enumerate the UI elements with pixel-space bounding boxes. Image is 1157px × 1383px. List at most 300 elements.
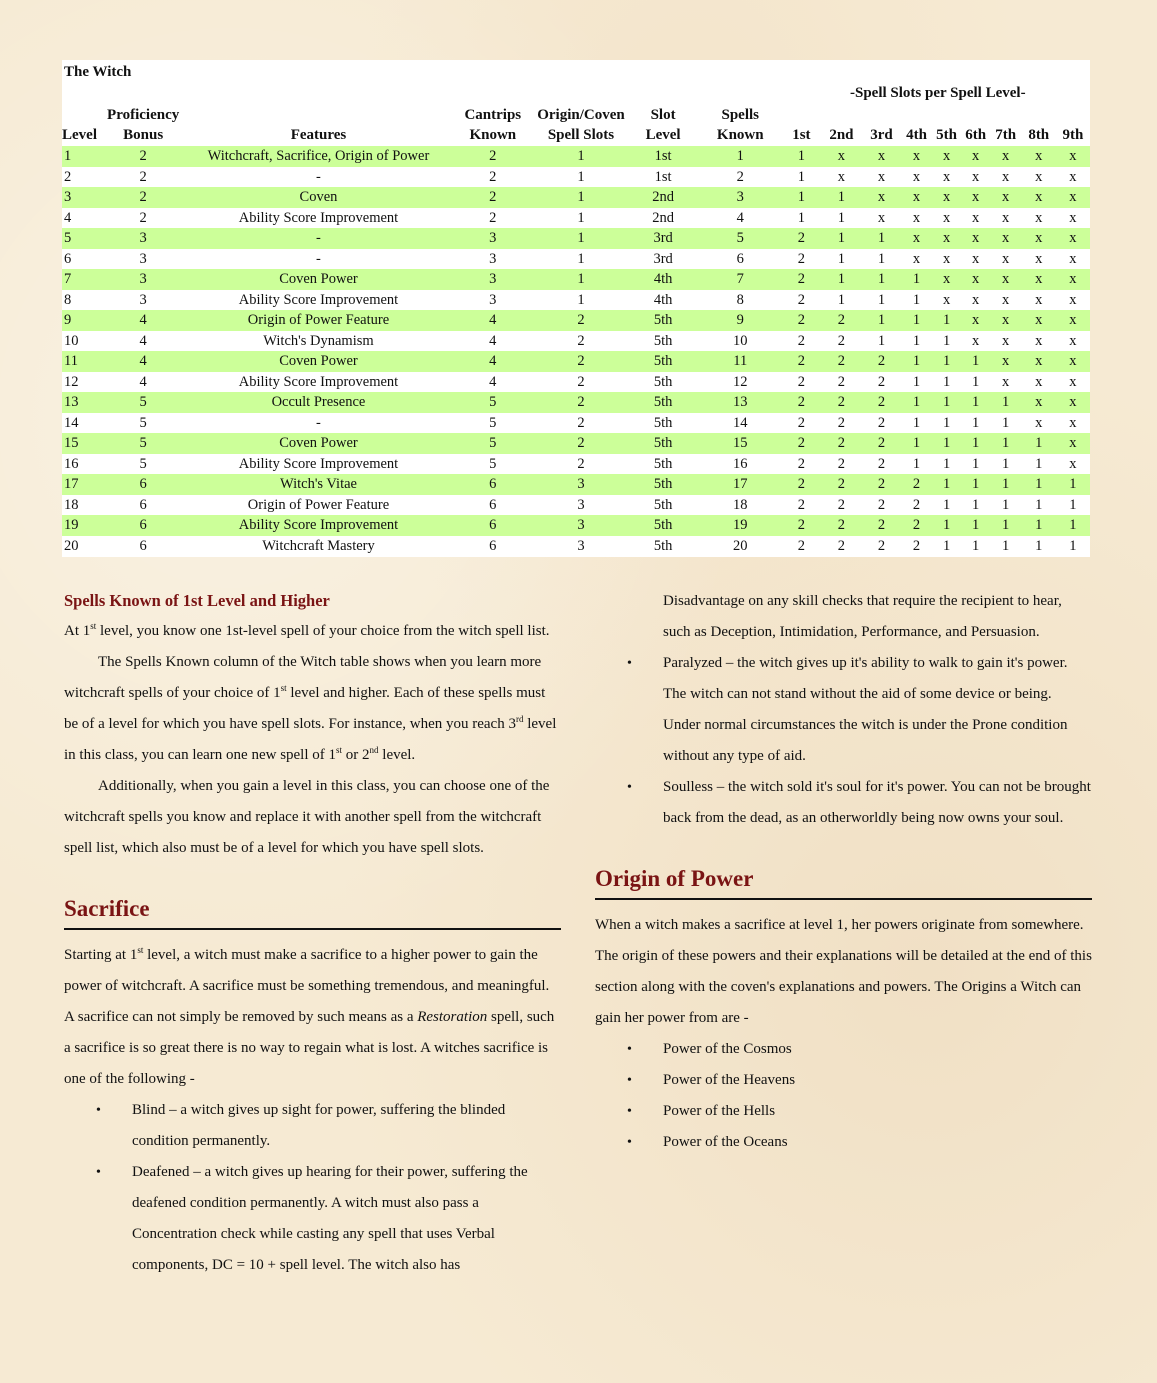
table-cell: 2 bbox=[100, 146, 186, 167]
table-cell: 4 bbox=[100, 310, 186, 331]
table-cell: x bbox=[942, 291, 951, 308]
table-cell: 1 bbox=[1022, 474, 1056, 495]
table-row bbox=[62, 249, 1090, 270]
table-cell: 2 bbox=[577, 455, 585, 472]
table-cell: 14 bbox=[64, 414, 79, 431]
table-cell: 2 bbox=[139, 209, 147, 226]
bullet-icon: • bbox=[627, 1073, 632, 1088]
table-cell: x bbox=[1022, 310, 1056, 331]
table-cell: 1 bbox=[1069, 537, 1077, 554]
table-cell: 1 bbox=[912, 414, 921, 431]
spell-slots-header: -Spell Slots per Spell Level- bbox=[850, 85, 1026, 101]
table-cell: x bbox=[877, 209, 886, 226]
table-cell: 18 bbox=[733, 496, 748, 513]
table-cell: 20 bbox=[64, 537, 79, 554]
table-row bbox=[62, 228, 1090, 249]
feature-cell: Witch's Vitae bbox=[186, 474, 451, 495]
table-cell: 1 bbox=[577, 291, 585, 308]
table-cell: 1 bbox=[902, 310, 932, 331]
feature-cell: Ability Score Improvement bbox=[238, 209, 399, 226]
table-cell: x bbox=[861, 187, 901, 208]
table-cell: 1 bbox=[962, 515, 990, 536]
header-4th: 4th bbox=[906, 127, 927, 143]
table-cell: x bbox=[1022, 392, 1056, 413]
table-cell: x bbox=[1002, 168, 1010, 185]
table-cell: x bbox=[990, 146, 1022, 167]
table-row bbox=[62, 351, 1090, 372]
origin-of-power-heading: Origin of Power bbox=[595, 866, 754, 891]
origin-list-item: • Power of the Hells bbox=[595, 1096, 1092, 1127]
table-cell: 1 bbox=[877, 332, 886, 349]
table-cell: x bbox=[990, 269, 1022, 290]
table-cell: 1 bbox=[972, 455, 980, 472]
table-cell: x bbox=[942, 250, 951, 267]
feature-cell: Witchcraft, Sacrifice, Origin of Power bbox=[186, 146, 451, 167]
table-cell: 1 bbox=[877, 250, 886, 267]
table-cell: x bbox=[902, 187, 932, 208]
table-cell: 1 bbox=[1035, 455, 1043, 472]
table-row bbox=[62, 146, 1090, 167]
table-cell: x bbox=[902, 146, 932, 167]
table-cell: x bbox=[1022, 146, 1056, 167]
feature-cell: Origin of Power Feature bbox=[247, 496, 390, 513]
table-cell: 12 bbox=[733, 373, 748, 390]
witch-class-table-panel bbox=[62, 60, 1090, 557]
table-cell: x bbox=[962, 310, 990, 331]
table-cell: 5 bbox=[139, 414, 147, 431]
table-cell: 3 bbox=[699, 187, 781, 208]
table-cell: x bbox=[1069, 373, 1077, 390]
table-cell: x bbox=[1035, 373, 1043, 390]
table-cell: 13 bbox=[699, 392, 781, 413]
table-cell: 1 bbox=[942, 496, 951, 513]
table-cell: x bbox=[932, 146, 962, 167]
table-cell: x bbox=[990, 351, 1022, 372]
table-cell: x bbox=[962, 146, 990, 167]
bullet-icon: • bbox=[96, 1165, 101, 1180]
table-cell: 5th bbox=[653, 496, 673, 513]
table-cell: 2 bbox=[877, 537, 886, 554]
table-cell: x bbox=[932, 187, 962, 208]
table-cell: 3rd bbox=[627, 228, 699, 249]
table-row bbox=[62, 413, 1090, 434]
table-cell: 2 bbox=[139, 168, 147, 185]
deafened-continuation: Disadvantage on any skill checks that require the recipient to hear, such as Deception, Intimidation, Performance, and Persuasion. bbox=[663, 593, 1062, 640]
table-cell: 3 bbox=[489, 250, 497, 267]
table-cell: 1 bbox=[1002, 496, 1010, 513]
table-cell: 2 bbox=[861, 515, 901, 536]
table-cell: 4 bbox=[100, 351, 186, 372]
table-cell: 1 bbox=[972, 414, 980, 431]
table-cell: 5th bbox=[627, 392, 699, 413]
header-spells: Spells bbox=[721, 107, 759, 123]
table-cell: 2 bbox=[837, 373, 846, 390]
table-cell: x bbox=[942, 209, 951, 226]
table-cell: 2 bbox=[902, 515, 932, 536]
table-cell: 18 bbox=[64, 496, 79, 513]
table-cell: 2 bbox=[451, 146, 535, 167]
table-cell: 5th bbox=[653, 537, 673, 554]
table-row bbox=[62, 536, 1090, 557]
table-cell: x bbox=[962, 269, 990, 290]
table-cell: 12 bbox=[64, 373, 79, 390]
table-cell: 2 bbox=[781, 228, 821, 249]
table-cell: 2nd bbox=[627, 187, 699, 208]
table-cell: x bbox=[942, 168, 951, 185]
table-header-row-top bbox=[62, 105, 1090, 125]
bullet-icon: • bbox=[627, 1042, 632, 1057]
spells-known-heading: Spells Known of 1st Level and Higher bbox=[64, 591, 330, 610]
table-cell: 15 bbox=[62, 433, 100, 454]
table-cell: 1 bbox=[912, 291, 921, 308]
table-cell: x bbox=[1069, 250, 1077, 267]
table-cell: 3 bbox=[535, 474, 627, 495]
header-9th: 9th bbox=[1062, 127, 1084, 143]
table-cell: 1 bbox=[902, 433, 932, 454]
table-cell: 2 bbox=[877, 414, 886, 431]
table-cell: 1 bbox=[942, 332, 951, 349]
table-cell: 9 bbox=[62, 310, 100, 331]
table-cell: 5 bbox=[451, 433, 535, 454]
table-cell: 1 bbox=[972, 373, 980, 390]
table-cell: 4 bbox=[64, 209, 72, 226]
header-6th: 6th bbox=[965, 127, 987, 143]
header-slot-level: Level bbox=[645, 127, 681, 143]
table-cell: x bbox=[1035, 291, 1043, 308]
bullet-icon: • bbox=[627, 1135, 632, 1150]
table-cell: 4th bbox=[653, 291, 673, 308]
feature-cell: Ability Score Improvement bbox=[238, 373, 399, 390]
table-cell: x bbox=[912, 250, 921, 267]
feature-cell: Coven bbox=[186, 187, 451, 208]
table-cell: 2 bbox=[877, 373, 886, 390]
header-8th: 8th bbox=[1028, 127, 1050, 143]
table-cell: 2 bbox=[797, 496, 805, 513]
table-cell: 5th bbox=[627, 310, 699, 331]
sacrifice-paragraph: Starting at 1st level, a witch must make a sacrifice to a higher power to gain the power of witchcraft. A sacrifice must be something tremendous, and meaningful. A sacrifice can not simply be removed by such means as a Restoration spell, such a sacrifice is so great there is no way to regain what is lost. A witches sacrifice is one of the following - bbox=[64, 945, 555, 1087]
table-cell: 17 bbox=[62, 474, 100, 495]
table-cell: 1 bbox=[932, 310, 962, 331]
table-cell: 2 bbox=[489, 209, 497, 226]
table-cell: 2 bbox=[821, 310, 861, 331]
feature-cell: Witch's Dynamism bbox=[263, 332, 374, 349]
table-cell: 5th bbox=[627, 351, 699, 372]
table-cell: 1 bbox=[577, 250, 585, 267]
table-cell: 5th bbox=[653, 373, 673, 390]
table-cell: 1 bbox=[990, 392, 1022, 413]
table-cell: x bbox=[1035, 414, 1043, 431]
table-cell: 11 bbox=[62, 351, 100, 372]
feature-cell: Witchcraft Mastery bbox=[262, 537, 375, 554]
table-cell: x bbox=[1069, 291, 1077, 308]
table-cell: 19 bbox=[62, 515, 100, 536]
feature-cell: Coven Power bbox=[186, 351, 451, 372]
table-cell: 2 bbox=[877, 455, 886, 472]
table-row bbox=[62, 208, 1090, 229]
bullet-icon: • bbox=[627, 780, 632, 795]
table-cell: 1 bbox=[912, 373, 921, 390]
table-cell: 2nd bbox=[652, 209, 674, 226]
table-cell: x bbox=[932, 228, 962, 249]
table-cell: 5th bbox=[653, 455, 673, 472]
header-2nd: 2nd bbox=[829, 127, 854, 143]
table-cell: 1st bbox=[654, 168, 672, 185]
table-cell: 1 bbox=[861, 310, 901, 331]
table-cell: 2 bbox=[781, 433, 821, 454]
table-cell: 3 bbox=[451, 228, 535, 249]
table-cell: 1 bbox=[62, 146, 100, 167]
table-cell: 8 bbox=[64, 291, 72, 308]
table-cell: 1 bbox=[962, 351, 990, 372]
table-cell: 1 bbox=[932, 433, 962, 454]
table-cell: x bbox=[1069, 455, 1077, 472]
table-cell: x bbox=[972, 291, 980, 308]
table-cell: 2 bbox=[535, 351, 627, 372]
table-cell: 1 bbox=[821, 269, 861, 290]
table-cell: 2 bbox=[489, 168, 497, 185]
header-1st: 1st bbox=[792, 127, 811, 143]
table-cell: 10 bbox=[733, 332, 748, 349]
table-cell: 1 bbox=[699, 146, 781, 167]
table-cell: 5 bbox=[100, 433, 186, 454]
table-row bbox=[62, 310, 1090, 331]
list-item-blind: • Blind – a witch gives up sight for power, suffering the blinded condition permanently. bbox=[64, 1095, 561, 1157]
table-cell: 2 bbox=[797, 373, 805, 390]
table-cell: 2 bbox=[781, 351, 821, 372]
table-cell: 1 bbox=[962, 433, 990, 454]
table-cell: 5 bbox=[699, 228, 781, 249]
table-cell: x bbox=[962, 187, 990, 208]
list-item-deafened: • Deafened – a witch gives up hearing for their power, suffering the deafened condition permanently. A witch must also pass a Concentration check while casting any spell that uses Verbal components, DC = 10 + spell level. The witch also has bbox=[64, 1157, 561, 1281]
table-cell: 1 bbox=[942, 373, 951, 390]
table-cell: 1 bbox=[837, 250, 846, 267]
table-row bbox=[62, 454, 1090, 475]
table-cell: 2 bbox=[64, 168, 72, 185]
table-cell: x bbox=[1022, 187, 1056, 208]
header-cantrips: Cantrips bbox=[464, 107, 522, 123]
origin-rule bbox=[595, 898, 1092, 900]
table-cell: x bbox=[1002, 209, 1010, 226]
table-cell: 2 bbox=[902, 474, 932, 495]
table-cell: 1 bbox=[781, 187, 821, 208]
bullet-icon: • bbox=[627, 656, 632, 671]
table-cell: 2 bbox=[781, 392, 821, 413]
table-cell: 2 bbox=[837, 455, 846, 472]
table-cell: 1 bbox=[962, 392, 990, 413]
table-cell: 2 bbox=[821, 515, 861, 536]
table-cell: 1 bbox=[1022, 515, 1056, 536]
feature-cell: - bbox=[316, 250, 321, 267]
table-cell: 2 bbox=[861, 392, 901, 413]
table-cell: x bbox=[1056, 269, 1090, 290]
table-cell: 1 bbox=[1002, 455, 1010, 472]
table-cell: 4 bbox=[451, 351, 535, 372]
list-item-soulless: • Soulless – the witch sold it's soul for it's power. You can not be brought back from the dead, as an otherworldly being now owns your soul. bbox=[595, 772, 1092, 834]
table-cell: 14 bbox=[733, 414, 748, 431]
table-cell: 3 bbox=[577, 537, 585, 554]
table-cell: 1 bbox=[577, 168, 585, 185]
table-cell: 2 bbox=[861, 351, 901, 372]
table-cell: 2 bbox=[100, 187, 186, 208]
table-cell: 2 bbox=[877, 496, 886, 513]
table-cell: 5th bbox=[627, 515, 699, 536]
header-known: Known bbox=[469, 127, 517, 143]
table-cell: 2 bbox=[861, 474, 901, 495]
right-column bbox=[595, 586, 1092, 1158]
header-7th: 7th bbox=[995, 127, 1017, 143]
table-cell: 1 bbox=[1056, 474, 1090, 495]
sacrifice-rule bbox=[64, 928, 561, 930]
sacrifice-heading: Sacrifice bbox=[64, 896, 150, 921]
feature-cell: Occult Presence bbox=[186, 392, 451, 413]
table-cell: 1 bbox=[781, 146, 821, 167]
feature-cell: Ability Score Improvement bbox=[186, 515, 451, 536]
table-cell: 3 bbox=[577, 496, 585, 513]
table-cell: x bbox=[1056, 187, 1090, 208]
table-cell: 1 bbox=[972, 496, 980, 513]
table-cell: x bbox=[1002, 332, 1010, 349]
table-cell: 1 bbox=[942, 414, 951, 431]
table-cell: 5th bbox=[627, 433, 699, 454]
header-bonus: Bonus bbox=[123, 127, 164, 143]
table-cell: 5 bbox=[62, 228, 100, 249]
origin-list-item: • Power of the Oceans bbox=[595, 1127, 1092, 1158]
table-cell: 2 bbox=[797, 414, 805, 431]
table-cell: 2 bbox=[912, 496, 921, 513]
table-cell: 1 bbox=[861, 228, 901, 249]
table-cell: x bbox=[1056, 433, 1090, 454]
table-cell: 6 bbox=[451, 474, 535, 495]
table-row bbox=[62, 331, 1090, 352]
feature-cell: - bbox=[186, 228, 451, 249]
table-cell: 1 bbox=[535, 146, 627, 167]
table-cell: x bbox=[990, 187, 1022, 208]
table-cell: 1 bbox=[902, 269, 932, 290]
table-cell: 2 bbox=[781, 269, 821, 290]
table-cell: x bbox=[1056, 351, 1090, 372]
spells-known-paragraph-2: The Spells Known column of the Witch table shows when you learn more witchcraft spells of your choice of 1st level and higher. Each of these spells must be of a level for which you have spell slots. For instance, when you reach 3rd level in this class, you can learn one new spell of 1st or 2nd level. bbox=[64, 654, 557, 763]
table-cell: 5 bbox=[489, 414, 497, 431]
table-cell: x bbox=[1069, 168, 1077, 185]
table-cell: 7 bbox=[62, 269, 100, 290]
table-cell: 6 bbox=[139, 537, 147, 554]
table-cell: x bbox=[1069, 414, 1077, 431]
left-column bbox=[64, 588, 561, 1281]
table-cell: 2 bbox=[797, 332, 805, 349]
header-5th: 5th bbox=[936, 127, 957, 143]
table-cell: 1 bbox=[797, 209, 805, 226]
table-row bbox=[62, 474, 1090, 495]
table-cell: 6 bbox=[736, 250, 744, 267]
table-cell: 11 bbox=[699, 351, 781, 372]
table-cell: 1 bbox=[1022, 433, 1056, 454]
feature-cell: Origin of Power Feature bbox=[186, 310, 451, 331]
table-cell: 5th bbox=[627, 474, 699, 495]
table-cell: 1 bbox=[1002, 537, 1010, 554]
table-cell: 5 bbox=[489, 455, 497, 472]
table-cell: 3rd bbox=[653, 250, 673, 267]
table-cell: 15 bbox=[699, 433, 781, 454]
table-cell: 1 bbox=[932, 474, 962, 495]
table-cell: 1 bbox=[821, 187, 861, 208]
table-cell: x bbox=[861, 146, 901, 167]
table-cell: 1 bbox=[861, 269, 901, 290]
table-cell: 16 bbox=[64, 455, 79, 472]
table-row bbox=[62, 495, 1090, 516]
header-level: Level bbox=[62, 127, 97, 143]
table-cell: 1 bbox=[942, 537, 951, 554]
table-cell: 1 bbox=[932, 515, 962, 536]
table-cell: x bbox=[1022, 351, 1056, 372]
table-cell: 1 bbox=[1056, 515, 1090, 536]
table-cell: 1 bbox=[1002, 414, 1010, 431]
table-cell: 2 bbox=[912, 537, 921, 554]
table-cell: x bbox=[990, 228, 1022, 249]
table-cell: 2 bbox=[797, 291, 805, 308]
table-cell: 10 bbox=[64, 332, 79, 349]
table-cell: 2 bbox=[781, 310, 821, 331]
table-cell: 4 bbox=[139, 373, 147, 390]
origin-list-item: • Power of the Heavens bbox=[595, 1065, 1092, 1096]
table-cell: 1 bbox=[942, 455, 951, 472]
table-cell: 3 bbox=[535, 515, 627, 536]
table-cell: 6 bbox=[451, 515, 535, 536]
table-cell: 3 bbox=[451, 269, 535, 290]
table-cell: x bbox=[990, 310, 1022, 331]
table-cell: 6 bbox=[100, 515, 186, 536]
table-cell: x bbox=[1002, 250, 1010, 267]
table-cell: 1 bbox=[535, 187, 627, 208]
table-cell: x bbox=[972, 250, 980, 267]
table-cell: 4th bbox=[627, 269, 699, 290]
table-cell: 1 bbox=[877, 291, 886, 308]
table-title: The Witch bbox=[64, 64, 132, 80]
table-row bbox=[62, 187, 1090, 208]
table-cell: x bbox=[1056, 228, 1090, 249]
table-cell: 1 bbox=[990, 515, 1022, 536]
table-cell: 1 bbox=[535, 269, 627, 290]
list-item-paralyzed: • Paralyzed – the witch gives up it's ability to walk to gain it's power. The witch can not stand without the aid of some device or being. Under normal circumstances the witch is under the Prone condition without any type of aid. bbox=[595, 648, 1092, 772]
table-cell: 1 bbox=[1069, 496, 1077, 513]
feature-cell: Coven Power bbox=[186, 269, 451, 290]
table-cell: x bbox=[902, 228, 932, 249]
table-cell: 2 bbox=[451, 187, 535, 208]
header-slot: Slot bbox=[650, 107, 676, 123]
table-row bbox=[62, 372, 1090, 393]
table-cell: 1st bbox=[627, 146, 699, 167]
table-cell: 3 bbox=[62, 187, 100, 208]
table-row bbox=[62, 515, 1090, 536]
table-cell: x bbox=[837, 168, 846, 185]
table-cell: 2 bbox=[535, 433, 627, 454]
table-cell: 1 bbox=[1035, 537, 1043, 554]
table-cell: x bbox=[1035, 250, 1043, 267]
table-cell: x bbox=[1022, 269, 1056, 290]
origin-paragraph: When a witch makes a sacrifice at level 1, her powers originate from somewhere. The origin of these powers and their explanations will be detailed at the end of this section along with the coven's explanations and powers. The Origins a Witch can gain her power from are - bbox=[595, 917, 1092, 1026]
table-cell: 2 bbox=[821, 392, 861, 413]
table-cell: x bbox=[1022, 228, 1056, 249]
table-cell: 6 bbox=[64, 250, 72, 267]
sacrifice-list bbox=[64, 1095, 561, 1281]
header-3rd: 3rd bbox=[870, 127, 893, 143]
table-header-row-bottom bbox=[62, 125, 1090, 146]
table-cell: 4 bbox=[139, 332, 147, 349]
table-cell: 2 bbox=[837, 496, 846, 513]
table-row bbox=[62, 290, 1090, 311]
table-row bbox=[62, 392, 1090, 413]
table-cell: 1 bbox=[535, 228, 627, 249]
table-cell: 16 bbox=[733, 455, 748, 472]
